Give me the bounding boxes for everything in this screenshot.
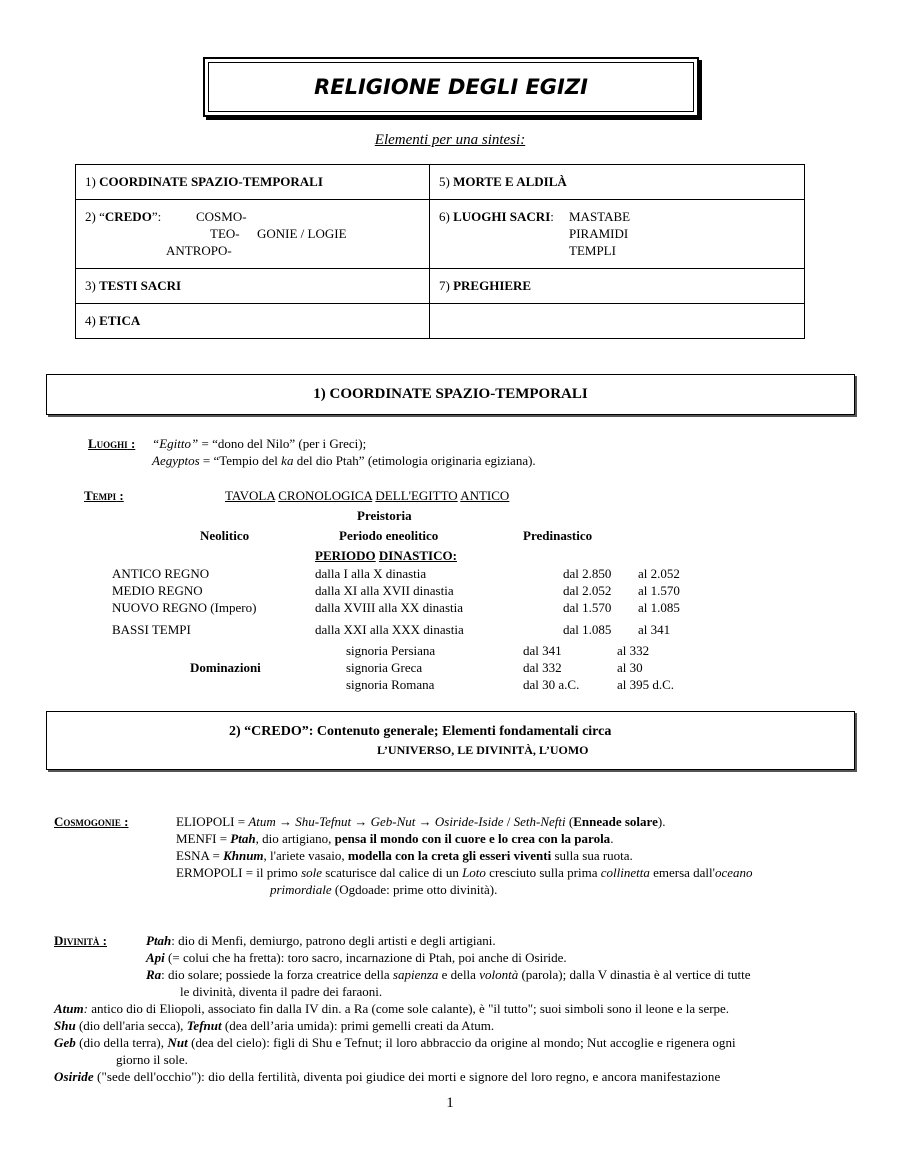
- regno-name: ANTICO REGNO: [112, 566, 210, 581]
- regno-to: al 2.052: [638, 566, 680, 581]
- regno-to: al 1.085: [638, 600, 680, 615]
- divinita-label: Divinità :: [54, 933, 107, 948]
- cosmogonia-eliopoli: ELIOPOLI = Atum → Shu-Tefnut → Geb-Nut → Osiride-Iside / Seth-Nefti (Enneade solare).: [176, 814, 666, 829]
- regno-from: dal 1.085: [563, 622, 612, 637]
- divinita-atum: Atum: antico dio di Eliopoli, associato fin dalla IV din. a Ra (come sole calante), è "il tutto"; suoi simboli sono il leone e la serpe.: [54, 1001, 730, 1016]
- regno-from: dal 1.570: [563, 600, 612, 615]
- divinita-shu-tefnut: Shu (dio dell'aria secca), Tefnut (dea dell’aria umida): primi gemelli creati da Atum.: [54, 1018, 495, 1033]
- preistoria-label: Preistoria: [357, 508, 412, 523]
- divinita-api: Api (= colui che ha fretta): toro sacro, incarnazione di Ptah, poi anche di Osiride.: [146, 950, 567, 965]
- dominazione-from: dal 341: [523, 643, 562, 658]
- luoghi-line-1: “Egitto” = “dono del Nilo” (per i Greci);: [152, 436, 367, 451]
- dominazioni-label: Dominazioni: [190, 660, 261, 675]
- cosmogonia-menfi: MENFI = Ptah, dio artigiano, pensa il mondo con il cuore e lo crea con la parola.: [176, 831, 614, 846]
- luoghi-line-2: Aegyptos = “Tempio del ka del dio Ptah” (etimologia originaria egiziana).: [152, 453, 536, 468]
- index-item-1: 1) COORDINATE SPAZIO-TEMPORALI: [76, 165, 430, 200]
- page-number: 1: [446, 1095, 454, 1111]
- neolitico-label: Neolitico: [200, 528, 250, 543]
- regno-dynasties: dalla I alla X dinastia: [315, 566, 427, 581]
- divinita-ra-cont: le divinità, diventa il padre dei faraoni.: [180, 984, 383, 999]
- divinita-geb-nut-cont: giorno il sole.: [116, 1052, 188, 1067]
- dominazione-from: dal 332: [523, 660, 562, 675]
- cosmogonie-label: Cosmogonie :: [54, 814, 129, 829]
- cosmogonia-ermopoli: ERMOPOLI = il primo sole scaturisce dal calice di un Loto cresciuto sulla prima collinetta emersa dall'oceano: [176, 865, 753, 880]
- document-title: RELIGIONE DEGLI EGIZI: [208, 62, 694, 112]
- regno-name: NUOVO REGNO (Impero): [112, 600, 257, 615]
- predinastico-label: Predinastico: [523, 528, 593, 543]
- divinita-ra: Ra: dio solare; possiede la forza creatrice della sapienza e della volontà (parola); dalla V dinastia è al vertice di tutte: [146, 967, 751, 982]
- section-2-heading-line-2: L’UNIVERSO, LE DIVINITÀ, L’UOMO: [377, 743, 589, 757]
- cosmogonia-ermopoli-cont: primordiale (Ogdoade: prime otto divinità).: [270, 882, 498, 897]
- regno-dynasties: dalla XXI alla XXX dinastia: [315, 622, 464, 637]
- regno-name: MEDIO REGNO: [112, 583, 203, 598]
- section-2-heading-line-1: 2) “CREDO”: Contenuto generale; Elementi fondamentali circa: [229, 724, 612, 739]
- divinita-geb-nut: Geb (dio della terra), Nut (dea del cielo): figli di Shu e Tefnut; il loro abbraccio da origine al mondo; Nut accoglie e rigenera ogni: [54, 1035, 736, 1050]
- index-item-3: 3) TESTI SACRI: [76, 269, 430, 304]
- regno-dynasties: dalla XVIII alla XX dinastia: [315, 600, 464, 615]
- dominazione-from: dal 30 a.C.: [523, 677, 580, 692]
- regno-name: BASSI TEMPI: [112, 622, 191, 637]
- dominazione-name: signoria Greca: [346, 660, 423, 675]
- index-empty-cell: [430, 304, 805, 339]
- section-2-heading: [46, 711, 855, 770]
- index-table: [75, 164, 805, 339]
- dominazione-to: al 332: [617, 643, 650, 658]
- regno-to: al 1.570: [638, 583, 680, 598]
- regno-from: dal 2.052: [563, 583, 612, 598]
- cosmogonia-esna: ESNA = Khnum, l'ariete vasaio, modella con la creta gli esseri viventi sulla sua ruota.: [176, 848, 633, 863]
- divinita-ptah: Ptah: dio di Menfi, demiurgo, patrono degli artisti e degli artigiani.: [146, 933, 496, 948]
- subtitle: Elementi per una sintesi:: [374, 132, 526, 148]
- index-item-5: 5) MORTE E ALDILÀ: [430, 165, 805, 200]
- tempi-label: Tempi :: [84, 488, 124, 503]
- index-item-2: 2) “CREDO”: COSMO- TEO- GONIE / LOGIE ANTROPO-: [76, 200, 430, 269]
- dominazione-to: al 395 d.C.: [617, 677, 675, 692]
- dominazione-to: al 30: [617, 660, 643, 675]
- regno-dynasties: dalla XI alla XVII dinastia: [315, 583, 454, 598]
- periodo-dinastico-label: PERIODO DINASTICO:: [315, 548, 457, 563]
- regno-to: al 341: [638, 622, 671, 637]
- eneolitico-label: Periodo eneolitico: [339, 528, 439, 543]
- index-item-4: 4) ETICA: [76, 304, 430, 339]
- divinita-osiride: Osiride ("sede dell'occhio"): dio della fertilità, diventa poi giudice dei morti e signore del loro regno, e ancora manifestazione: [54, 1069, 721, 1084]
- index-item-7: 7) PREGHIERE: [430, 269, 805, 304]
- dominazione-name: signoria Persiana: [346, 643, 436, 658]
- luoghi-label: Luoghi :: [88, 436, 136, 451]
- section-1-heading: 1) COORDINATE SPAZIO-TEMPORALI: [46, 374, 855, 415]
- tavola-cronologica-title: TAVOLA CRONOLOGICA DELL'EGITTO ANTICO: [225, 488, 510, 503]
- regno-from: dal 2.850: [563, 566, 612, 581]
- dominazione-name: signoria Romana: [346, 677, 435, 692]
- title-box: [203, 57, 699, 117]
- index-item-6: 6) LUOGHI SACRI: MASTABE PIRAMIDI TEMPLI: [430, 200, 805, 269]
